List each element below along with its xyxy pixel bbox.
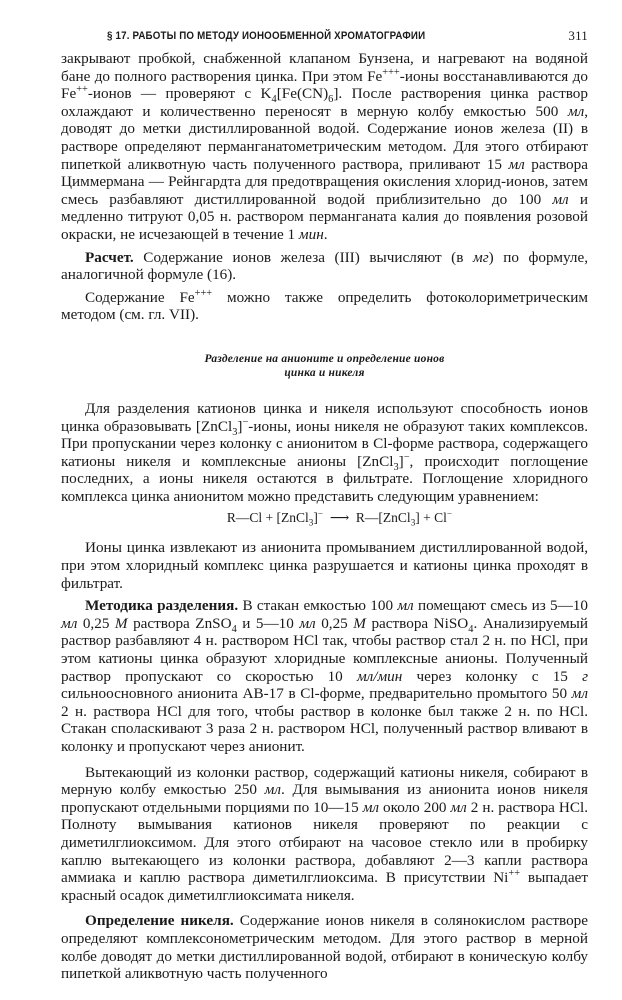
running-title: § 17. РАБОТЫ ПО МЕТОДУ ИОНООБМЕННОЙ ХРОМАТОГРАФИИ — [107, 30, 426, 42]
paragraph-nickel-determination: Определение никеля. Содержание ионов никеля в солянокислом растворе определяют комплексонометрическим методом. Для этого раствор в мерной колбе доводят до метки дистиллированной водой, отбирают в коническую колбу пипеткой аликвотную часть полученного — [61, 912, 588, 983]
paragraph-separation-method: Методика разделения. В стакан емкостью 100 мл помещают смесь из 5—10 мл 0,25 М раствора ZnSO$_4$ и 5—10 мл 0,25 М раствора NiSO$_4$. Анализируемый раствор разбавляют 4 н. раствором HCl так, чтобы раствор стал 2 н. по HCl, при этом катионы цинка образуют хлоридные комплексные анионы. Полученный раствор пропускают со скоростью 10 мл/мин через колонку с 15 г сильноосновного анионита АВ-17 в Cl-форме, предварительно промытого 50 мл 2 н. раствора HCl для того, чтобы раствор в колонке был также 2 н. по HCl. Стакан споласкивают 3 раза 2 н. раствором HCl, полученный раствор вливают в колонку и пропускают через анионит. — [61, 597, 589, 755]
page-header — [61, 28, 588, 50]
reaction-arrow-icon: ⟶ — [329, 510, 350, 526]
separation-method-heading: Методика разделения. — [85, 597, 239, 615]
paragraph-photocolorimetric-note: Содержание Fe+++ можно также определить фотоколориметрическим методом (см. гл. VII). — [61, 287, 588, 324]
paragraph-calculation: Расчет. Содержание ионов железа (III) вычисляют (в мг) по формуле, аналогичной формуле (16). — [61, 248, 589, 284]
paragraph-zinc-dissolution: закрывают пробкой, снабженной клапаном Бунзена, и нагревают на водяной бане до полного растворения цинка. При этом Fe+++-ионы восстанавливаются до Fe++-ионов — проверяют с $K_4[Fe(CN)_6]$. После растворения цинка раствор охлаждают и количественно переносят в мерную колбу емкостью 500 мл, доводят до метки дистиллированной водой. Содержание ионов железа (II) в растворе определяют перманганатометрическим методом. Для этого отбирают пипеткой аликвотную часть полученного раствора, приливают 15 мл раствора Циммермана — Рейнгардта для предотвращения окисления хлорид-ионов, затем смесь разбавляют дистиллированной водой приблизительно до 100 мл и медленно титруют 0,05 н. раствором перманганата калия до появления розовой окраски, не исчезающей в течение 1 мин. — [61, 50, 588, 243]
paragraph-zinc-elution: Ионы цинка извлекают из анионита промыванием дистиллированной водой, при этом хлоридный комплекс цинка разрушается и катионы цинка проходят в фильтрат. — [61, 539, 588, 592]
paragraph-nickel-collection: Вытекающий из колонки раствор, содержащий катионы никеля, собирают в мерную колбу емкостью 250 мл. Для вымывания из анионита ионов никеля пропускают отдельными порциями по 10—15 мл около 200 мл 2 н. раствора HCl. Полноту вымывания катионов никеля проверяют по реакции с диметилглиоксимом. Для этого отбирают на часовое стекло или в пробирку каплю вытекающего из колонки раствора, добавляют 2—3 капли раствора аммиака и каплю раствора диметилглиоксима. В присутствии Ni++ выпадает красный осадок диметилглиоксимата никеля. — [61, 763, 589, 904]
section-title: Разделение на анионите и определение ионов цинка и никеля — [204, 352, 445, 379]
nickel-determination-heading: Определение никеля. — [85, 912, 234, 930]
calculation-heading: Расчет. — [85, 248, 134, 266]
page-number: 311 — [568, 28, 588, 43]
paragraph-separation-principle: Для разделения катионов цинка и никеля используют способность ионов цинка образовывать [ZnCl$_3$]−-ионы, ионы никеля не образуют таких комплексов. При пропускании через колонку с анионитом в Cl-форме раствора, содержащего катионы никеля и комплексные анионы [ZnCl$_3$]−, происходит поглощение последних, а ионы никеля остаются в фильтрате. Поглощение хлоридного комплекса цинка анионитом можно представить следующим уравнением: — [61, 399, 588, 505]
exchange-equation: R—Cl + [ZnCl$_3$]− ⟶ R—[ZnCl$_3$] + Cl− — [226, 508, 453, 529]
